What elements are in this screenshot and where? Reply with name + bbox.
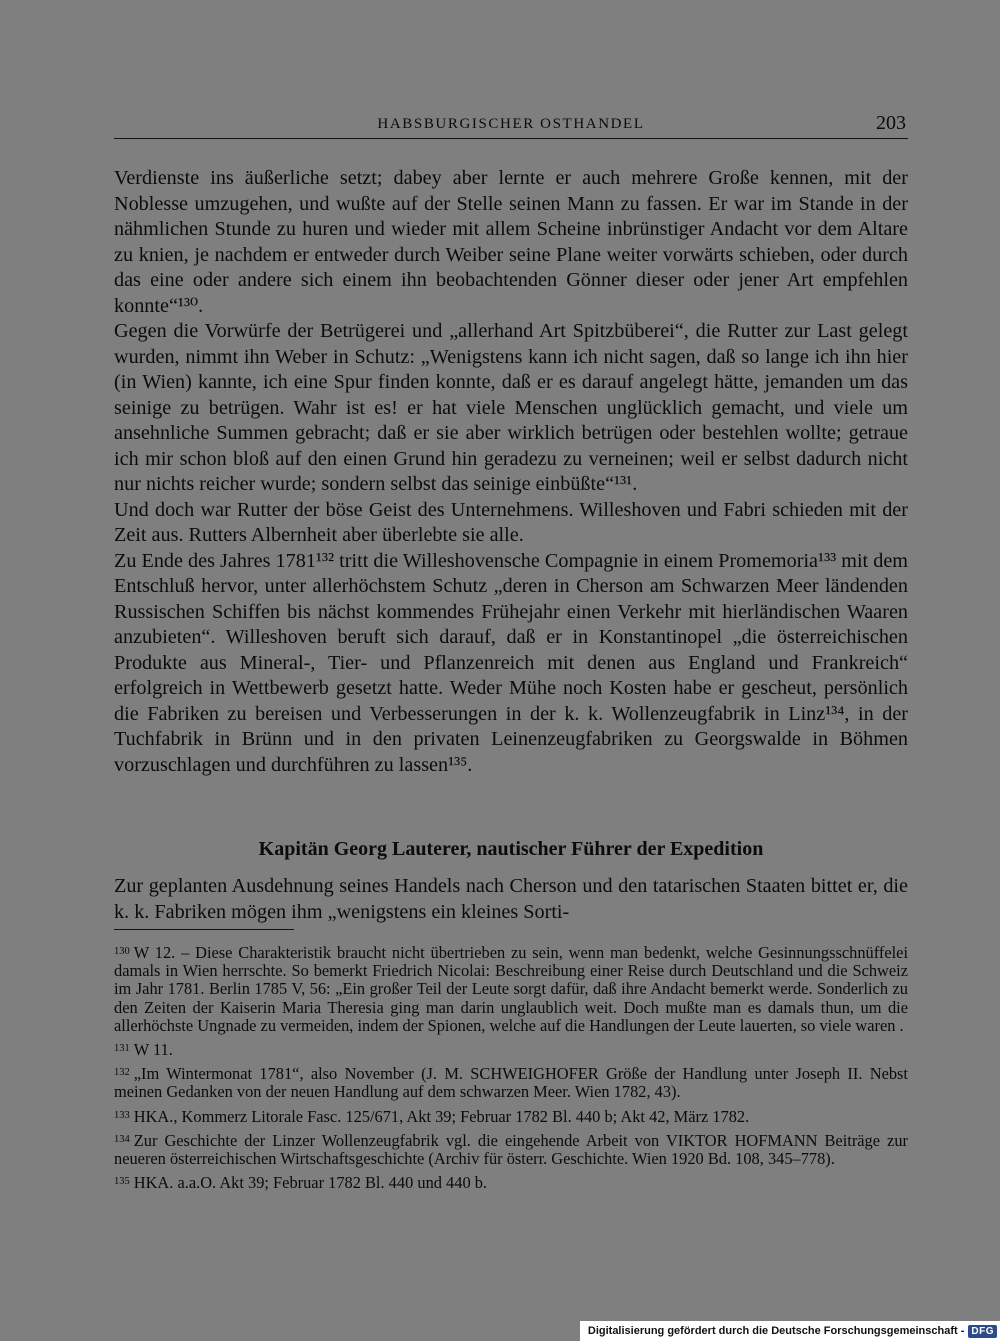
footnote-text: Zur Geschichte der Linzer Wollenzeugfabrik vgl. die eingehende Arbeit von VIKTOR HOFMANN Beiträge zur neueren österreichischen Wirtschaftsgeschichte (Archiv für österr. Geschichte. Wien 1920 Bd. 108, 345–778). [114, 1130, 908, 1169]
running-title: HABSBURGISCHER OSTHANDEL [377, 116, 645, 132]
footnote [114, 1173, 908, 1192]
footnote-number: 134 [114, 1133, 130, 1145]
running-head [114, 112, 908, 136]
section-text [114, 874, 908, 925]
paragraph: Gegen die Vorwürfe der Betrügerei und „allerhand Art Spitzbüberei“, die Rutter zur Last gelegt wurden, nimmt ihn Weber in Schutz: „Wenigstens kann ich nicht sagen, daß so lange ich ihn hier (in Wien) kannte, ich eine Spur finden konnte, daß er es darauf angelegt hätte, jemanden um das seinige zu betrügen. Wahr ist es! er hat viele Menschen unglücklich gemacht, und viele um ansehnliche Summen gebracht; daß er sie aber wirklich betrügen oder bestehlen wollte; getraue ich mir schon bloß auf den einen Grund hin geradezu zu verneinen; weil er selbst dadurch nicht nur nichts reicher wurde; sondern selbst das seinige einbüßte“¹³¹. [114, 320, 908, 495]
paragraph: Und doch war Rutter der böse Geist des Unternehmens. Willeshoven und Fabri schieden mit der Zeit aus. Rutters Albernheit aber überlebte sie alle. [114, 498, 908, 546]
page-number: 203 [876, 112, 906, 134]
funding-notice: Digitalisierung gefördert durch die Deutsche Forschungsgemeinschaft - [587, 1325, 965, 1337]
footnote-number: 131 [114, 1043, 130, 1055]
footnote-number: 135 [114, 1176, 130, 1188]
footnote-text: HKA. a.a.O. Akt 39; Februar 1782 Bl. 440 und 440 b. [133, 1173, 488, 1193]
paragraph: Zu Ende des Jahres 1781¹³² tritt die Willeshovensche Compagnie in einem Promemoria¹³³ mit dem Entschluß hervor, unter allerhöchstem Schutz „deren in Cherson am Schwarzen Meer ländenden Russischen Schiffen bis nächst kommendes Frühejahr einen Verkehr mit hierländischen Waaren anzubieten“. Willeshoven beruft sich darauf, daß er in Konstantinopel „die österreichischen Produkte aus Mineral-, Tier- und Pflanzenreich mit denen aus England und Frankreich“ erfolgreich in Wettbewerb gesetzt hatte. Weder Mühe noch Kosten habe er gescheut, persönlich die Fabriken zu bereisen und Verbesserungen in der k. k. Wollenzeugfabrik in Linz¹³⁴, in der Tuchfabrik in Brünn und in den privaten Leinenzeugfabriken zu Georgswalde in Böhmen vorzuschlagen und durchführen zu lassen¹³⁵. [114, 549, 908, 776]
paragraph: Zur geplanten Ausdehnung seines Handels nach Cherson und den tatarischen Staaten bittet er, die k. k. Fabriken mögen ihm „wenigstens ein kleines Sorti- [114, 875, 908, 923]
paragraph: Verdienste ins äußerliche setzt; dabey aber lernte er auch mehrere Große kennen, mit der Noblesse umzugehen, und wußte auf der Stelle seinen Mann zu fassen. Er war im Stande in der nähmlichen Stunde zu huren und wieder mit allem Scheine inbrünstiger Andacht vor dem Altare zu knien, je nachdem er entweder durch Weiber seine Plane weiter vorwärts schieben, oder durch das eine oder andere sich einem ihn beobachtenden Gönner dieser oder jener Art empfehlen konnte“¹³⁰. [114, 167, 908, 317]
footnote [114, 943, 908, 1035]
digitization-footer [580, 1321, 1000, 1341]
footnote-text: HKA., Kommerz Litorale Fasc. 125/671, Akt 39; Februar 1782 Bl. 440 b; Akt 42, März 1782. [133, 1106, 750, 1126]
footnote-text: W 12. – Diese Charakteristik braucht nicht übertrieben zu sein, wenn man bedenkt, welche Gesinnungsschnüffelei damals in Wien herrschte. So bemerkt Friedrich Nicolai: Beschreibung einer Reise durch Deutschland und die Schweiz im Jahr 1781. Berlin 1785 V, 56: „Ein großer Teil der Leute sorgt dafür, daß ihre Andacht bemerkt werde. Sonderlich zu den Zeiten der Kaiserin Maria Theresia ging man darin unglaublich weit. Doch mußte man es damals thun, um die allerhöchste Ungnade zu vermeiden, indem der Spionen, welche auf die Handlungen der Leute lauerten, so viele waren . [114, 943, 908, 1035]
footnotes [114, 943, 908, 1197]
footnote-rule [114, 929, 294, 930]
dfg-logo-icon: DFG [968, 1325, 997, 1338]
section-heading: Kapitän Georg Lauterer, nautischer Führer der Expedition [258, 838, 764, 860]
footnote [114, 1040, 908, 1059]
footnote-text: „Im Wintermonat 1781“, also November (J. M. SCHWEIGHOFER Größe der Handlung unter Joseph II. Nebst meinen Gedanken von der neuen Handlung auf dem schwarzen Meer. Wien 1782, 43). [114, 1064, 908, 1102]
footnote-text: W 11. [133, 1040, 173, 1060]
footnote-number: 133 [114, 1109, 130, 1121]
footnote [114, 1064, 908, 1101]
footnote [114, 1131, 908, 1168]
main-text [114, 166, 908, 778]
footnote-number: 132 [114, 1067, 130, 1079]
header-rule [114, 138, 908, 139]
footnote [114, 1107, 908, 1126]
footnote-number: 130 [114, 946, 130, 957]
